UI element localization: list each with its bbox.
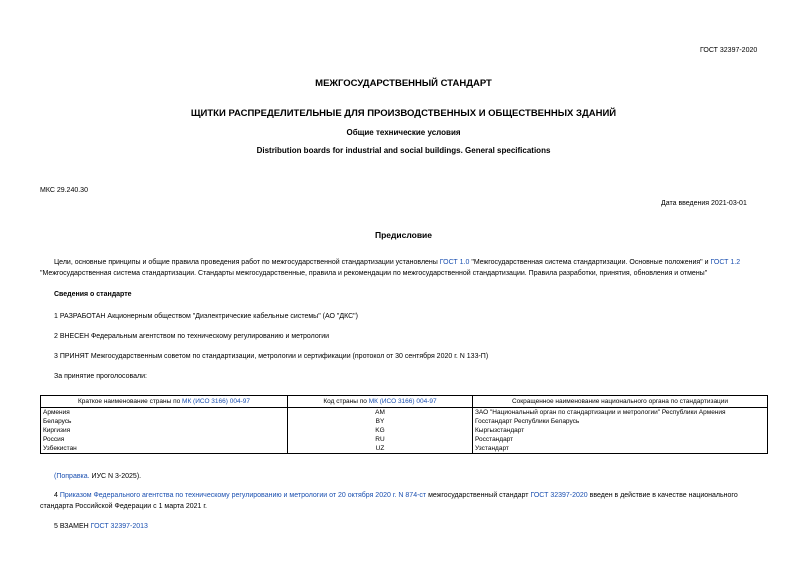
cell-country: Узбекистан [41,444,288,454]
introduction-date: Дата введения 2021-03-01 [661,200,747,207]
item-5-replaces: 5 ВЗАМЕН ГОСТ 32397-2013 [54,523,148,530]
column-header-country: Краткое наименование страны по МК (ИСО 3166) 004-97 [41,396,288,408]
cell-country: Беларусь [41,417,288,426]
cell-code: UZ [288,444,473,454]
mk-iso-3166-link[interactable]: МК (ИСО 3166) 004-97 [368,398,437,405]
mks-code: МКС 29.240.30 [40,187,88,194]
gost-1-0-link[interactable]: ГОСТ 1.0 [439,259,470,266]
table-header-row [41,396,768,408]
amendment-link[interactable]: (Поправка. [54,473,90,480]
gost-32397-2013-link[interactable]: ГОСТ 32397-2013 [90,523,148,530]
cell-national-body: ЗАО "Национальный орган по стандартизации и метрологии" Республики Армения [473,408,768,418]
table-row [41,417,768,426]
table-row [41,408,768,418]
preface-text: "Межгосударственная система стандартизации. Основные положения" и [469,259,711,266]
cell-code: AM [288,408,473,418]
cell-country: Киргизия [41,426,288,435]
cell-national-body: Кыргызстандарт [473,426,768,435]
item-3-adopted: 3 ПРИНЯТ Межгосударственным советом по стандартизации, метрологии и сертификации (протокол от 30 сентября 2020 г. N 133-П) [54,353,489,360]
cell-country: Армения [41,408,288,418]
column-header-code: Код страны по МК (ИСО 3166) 004-97 [288,396,473,408]
cell-national-body: Узстандарт [473,444,768,454]
voting-countries-table [40,395,768,454]
cell-code: KG [288,426,473,435]
preface-paragraph-line2: "Межгосударственная система стандартизации. Стандарты межгосударственные, правила и рекомендации по межгосударственной стандартизации. Правила разработки, принятия, обновления и отмены" [40,270,708,277]
amendment-note [54,473,141,480]
preface-paragraph-line1 [54,259,740,266]
document-subtitle: Общие технические условия [346,128,461,137]
voted-for-label: За принятие проголосовали: [54,373,147,380]
column-header-national-body: Сокращенное наименование национального органа по стандартизации [473,396,768,408]
table-row [41,444,768,454]
document-title: ЩИТКИ РАСПРЕДЕЛИТЕЛЬНЫЕ ДЛЯ ПРОИЗВОДСТВЕННЫХ И ОБЩЕСТВЕННЫХ ЗДАНИЙ [190,108,617,119]
preface-heading: Предисловие [374,230,433,240]
table-row [41,435,768,444]
cell-national-body: Госстандарт Республики Беларусь [473,417,768,426]
mk-iso-3166-link[interactable]: МК (ИСО 3166) 004-97 [182,398,250,405]
standard-info-heading: Сведения о стандарте [54,291,132,298]
amendment-text: ИУС N 3-2025). [89,473,142,480]
cell-national-body: Росстандарт [473,435,768,444]
item-2-submitted: 2 ВНЕСЕН Федеральным агентством по техническому регулированию и метрологии [54,333,330,340]
document-number: ГОСТ 32397-2020 [700,47,758,54]
rosstandart-order-link[interactable]: Приказом Федерального агентства по техническому регулированию и метрологии от 20 октября 2020 г. N 874-ст [59,492,427,499]
document-title-english: Distribution boards for industrial and social buildings. General specifications [256,146,551,155]
cell-code: RU [288,435,473,444]
gost-32397-2020-link[interactable]: ГОСТ 32397-2020 [530,492,588,499]
cell-country: Россия [41,435,288,444]
standard-heading: МЕЖГОСУДАРСТВЕННЫЙ СТАНДАРТ [315,78,492,89]
item-4-enacted-line2: стандарта Российской Федерации с 1 марта 2021 г. [40,503,207,510]
preface-text: Цели, основные принципы и общие правила проведения работ по межгосударственной стандартизации установлены [54,259,440,266]
gost-1-2-link[interactable]: ГОСТ 1.2 [710,259,741,266]
item-1-developed: 1 РАЗРАБОТАН Акционерным обществом "Диэлектрические кабельные системы" (АО "ДКС") [54,313,358,320]
item-4-enacted-line1: 4 Приказом Федерального агентства по техническому регулированию и метрологии от 20 октября 2020 г. N 874-ст межгосударственный стандарт ГОСТ 32397-2020 введен в действие в качестве национального [54,492,738,499]
cell-code: BY [288,417,473,426]
table-row [41,426,768,435]
